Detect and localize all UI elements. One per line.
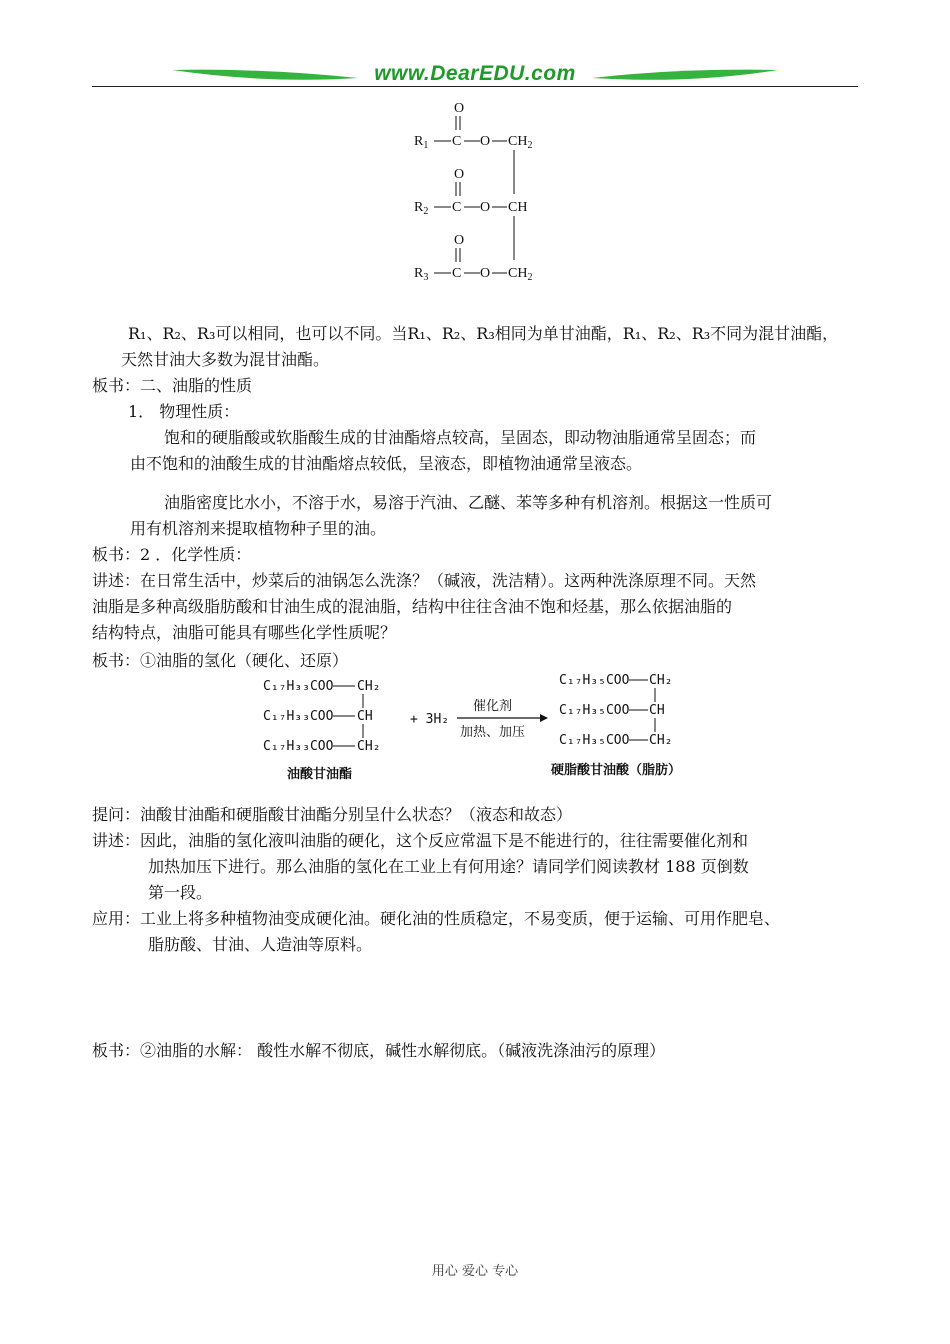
physical-p2-line1: 油脂密度比水小，不溶于水，易溶于汽油、乙醚、苯等多种有机溶剂。根据这一性质可 [164, 493, 773, 512]
page-footer: 用心 爱心 专心 [431, 1264, 519, 1279]
reactant-end-3: CH₂ [357, 739, 381, 754]
application-line1: 应用：工业上将多种植物油变成硬化油。硬化油的性质稳定，不易变质，便于运输、可用作肥皂、 [92, 909, 781, 928]
ch-sub-1: 2 [527, 140, 533, 151]
reagent-h2: + 3H₂ [410, 712, 450, 727]
r-group-1: R [414, 134, 424, 149]
product-name: 硬脂酸甘油酸（脂肪） [551, 763, 682, 778]
carbon-3: C [452, 266, 462, 281]
lecture1-line2: 油脂是多种高级脂肪酸和甘油生成的混油脂，结构中往往含油不饱和烃基，那么依据油脂的 [92, 597, 733, 616]
reactant-end-1: CH₂ [357, 679, 381, 694]
lecture1-line1: 讲述：在日常生活中，炒菜后的油锅怎么洗涤？（碱液，洗洁精）。这两种洗涤原理不同。天然 [92, 571, 757, 590]
physical-p1-line1: 饱和的硬脂酸或软脂酸生成的甘油酯熔点较高，呈固态，即动物油脂通常呈固态；而 [164, 428, 757, 447]
subsection-chemical: 板书：2 ．化学性质： [92, 545, 252, 564]
svg-text:CH2 [508, 266, 532, 283]
triglyceride-structure [400, 98, 550, 288]
ch-2: CH [508, 200, 528, 215]
section-title: 板书：二、油脂的性质 [92, 376, 253, 395]
hydrogenation-reaction [255, 668, 705, 788]
r-sub-1: 1 [423, 140, 429, 151]
product-chain-2: C₁₇H₃₅COO [559, 703, 630, 718]
product-chain-1: C₁₇H₃₅COO [559, 673, 630, 688]
ch-3: CH [508, 266, 528, 281]
product-end-1: CH₂ [649, 673, 673, 688]
para1-line1: R₁、R₂、R₃可以相同，也可以不同。当R₁、R₂、R₃相同为单甘油酯，R₁、R₂、R₃不同为混甘油酯， [128, 324, 839, 343]
reactant-chain-2: C₁₇H₃₃COO [263, 709, 334, 724]
lecture2-line1: 讲述：因此，油脂的氢化液叫油脂的硬化，这个反应常温下是不能进行的，往往需要催化剂和 [92, 831, 749, 850]
header-divider [92, 86, 858, 87]
carbonyl-o-1: O [454, 101, 465, 116]
carbonyl-o-2: O [454, 167, 465, 182]
product-end-2: CH [649, 703, 665, 718]
product-end-3: CH₂ [649, 733, 673, 748]
carbonyl-o-3: O [454, 233, 465, 248]
svg-text:R2 [414, 200, 428, 217]
svg-text:CH2 [508, 134, 532, 151]
conditions-label: 加热、加压 [460, 725, 526, 740]
ester-o-2: O [480, 200, 491, 215]
physical-p2-line2: 用有机溶剂来提取植物种子里的油。 [130, 519, 387, 538]
carbon-1: C [452, 134, 462, 149]
svg-text:R1 [414, 134, 428, 151]
r-sub-2: 2 [423, 206, 429, 217]
r-sub-3: 3 [423, 272, 429, 283]
catalyst-label: 催化剂 [473, 699, 513, 714]
ch-1: CH [508, 134, 528, 149]
product-chain-3: C₁₇H₃₅COO [559, 733, 630, 748]
svg-text:R3 [414, 266, 428, 283]
reactant-end-2: CH [357, 709, 373, 724]
reaction-arrow-icon [540, 714, 548, 722]
application-line2: 脂肪酸、甘油、人造油等原料。 [148, 935, 373, 954]
board-hydrolysis: 板书：②油脂的水解： 酸性水解不彻底，碱性水解彻底。（碱液洗涤油污的原理） [92, 1041, 666, 1060]
reactant-chain-1: C₁₇H₃₃COO [263, 679, 334, 694]
carbon-2: C [452, 200, 462, 215]
board-hydrogenation: 板书：①油脂的氢化（硬化、还原） [92, 651, 349, 670]
reactant-chain-3: C₁₇H₃₃COO [263, 739, 334, 754]
site-logo[interactable]: www.DearEDU.com [374, 62, 576, 85]
lecture1-line3: 结构特点，油脂可能具有哪些化学性质呢？ [92, 623, 397, 642]
subsection-physical: 1． 物理性质： [128, 402, 240, 421]
ch-sub-3: 2 [527, 272, 533, 283]
lecture2-line2: 加热加压下进行。那么油脂的氢化在工业上有何用途？请同学们阅读教材 188 页倒数 [148, 857, 749, 876]
reactant-name: 油酸甘油酯 [287, 767, 353, 782]
para1-line2: 天然甘油大多数为混甘油酯。 [121, 350, 330, 369]
ester-o-3: O [480, 266, 491, 281]
question-state: 提问：油酸甘油酯和硬脂酸甘油酯分别呈什么状态？（液态和故态） [92, 805, 573, 824]
lecture2-line3: 第一段。 [148, 883, 213, 902]
r-group-2: R [414, 200, 424, 215]
r-group-3: R [414, 266, 424, 281]
ester-o-1: O [480, 134, 491, 149]
physical-p1-line2: 由不饱和的油酸生成的甘油酯熔点较低，呈液态，即植物油通常呈液态。 [130, 454, 643, 473]
